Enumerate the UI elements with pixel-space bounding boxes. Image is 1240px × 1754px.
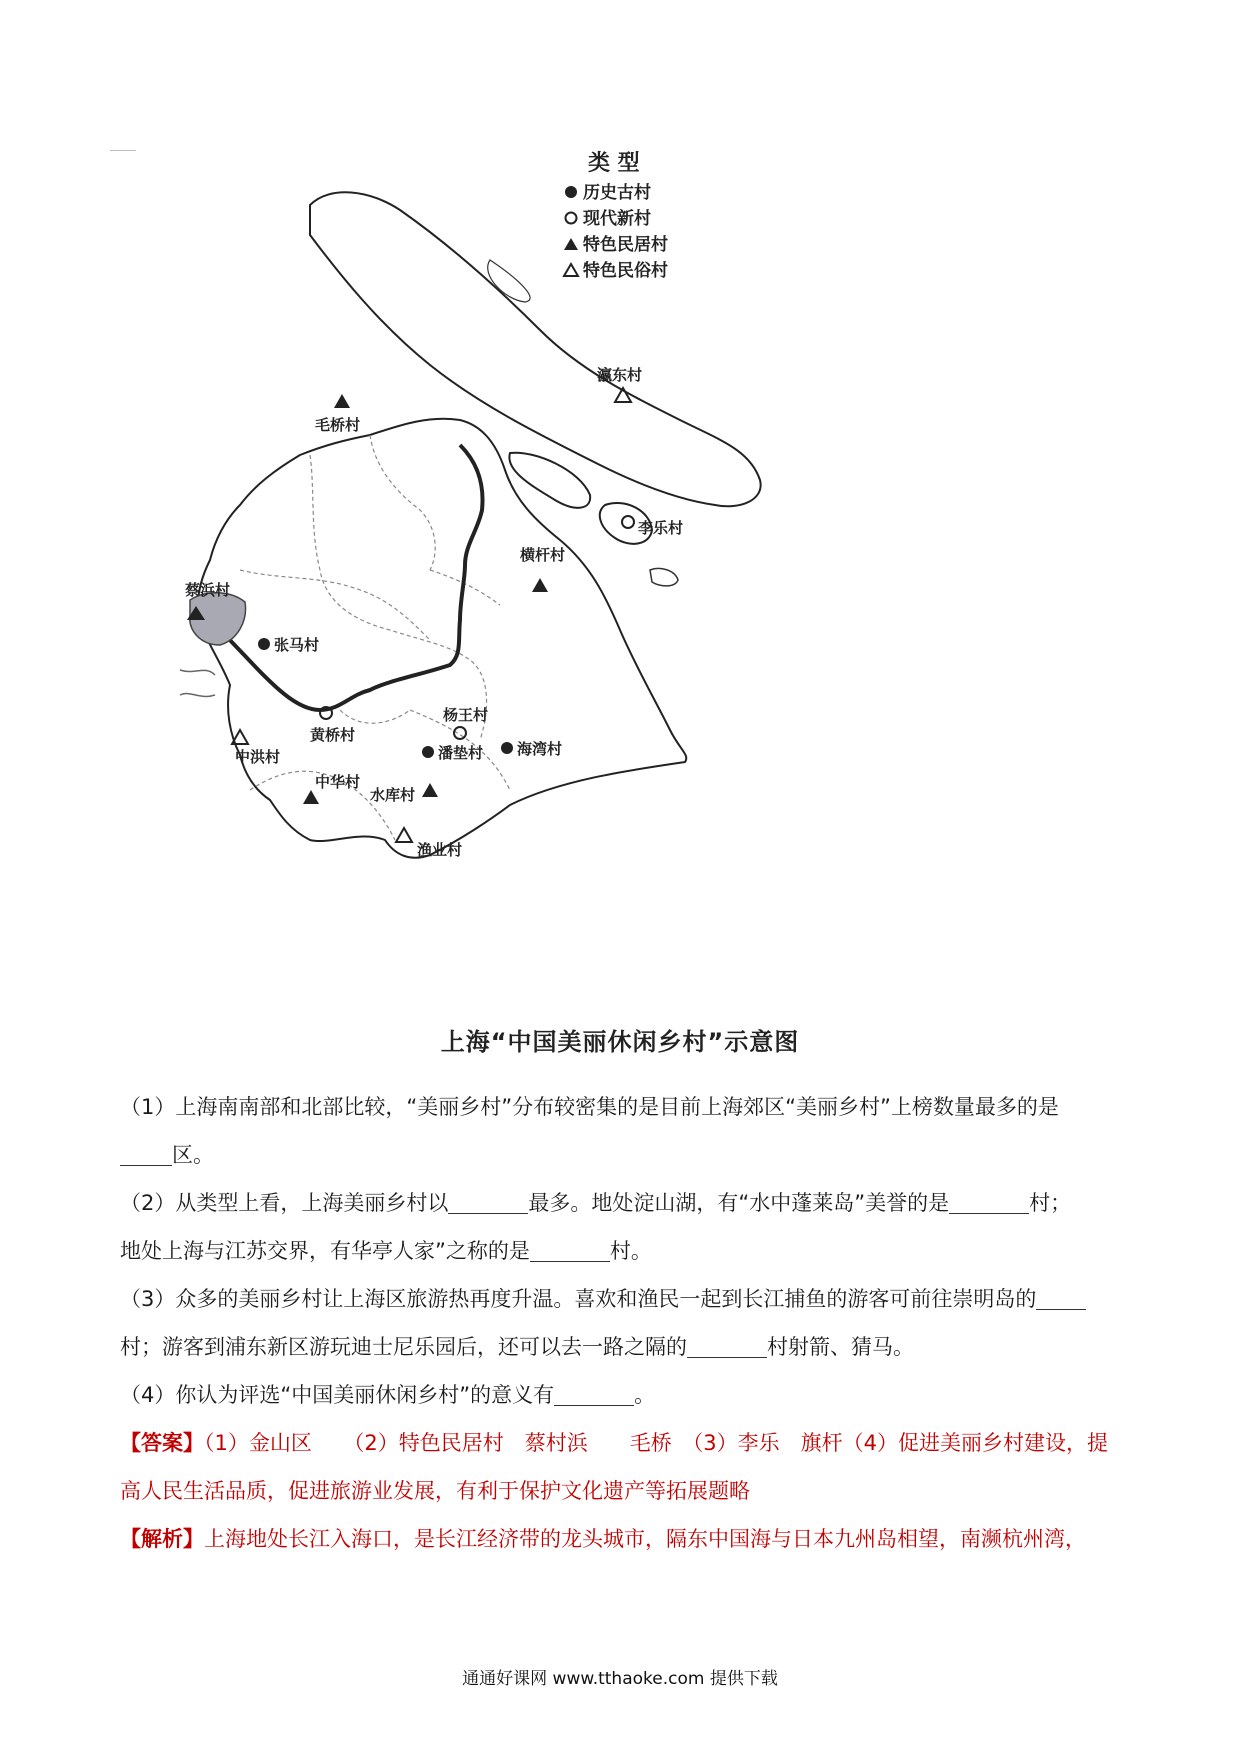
q3-text-b: 村；游客到浦东新区游玩迪士尼乐园后，还可以去一路之隔的 [120, 1335, 687, 1359]
page-footer: 通通好课网 www.tthaoke.com 提供下载 [462, 1669, 778, 1689]
zhonghua-marker [303, 790, 319, 804]
q3-text-c: 村射箭、猜马。 [767, 1335, 914, 1359]
legend-modern-label: 现代新村 [583, 209, 651, 229]
q1-text: （1）上海南南部和北部比较，“美丽乡村”分布较密集的是目前上海郊区“美丽乡村”上榜数量最多的是 [120, 1095, 1059, 1119]
legend-modern-symbol [566, 213, 577, 224]
zhangma-marker [258, 638, 270, 650]
q1-suffix: 区。 [172, 1143, 214, 1167]
q2-text-c: 村； [1029, 1191, 1072, 1215]
answer-line-2: 高人民生活品质，促进旅游业发展，有利于保护文化遗产等拓展题略 [120, 1479, 750, 1503]
legend-historic-symbol [565, 186, 577, 198]
q4-blank [554, 1385, 634, 1406]
pandie-label: 潘垫村 [438, 744, 484, 762]
q4-text-b: 。 [634, 1383, 656, 1407]
q3-blank-2 [687, 1337, 767, 1358]
maoqiao-label: 毛桥村 [315, 416, 361, 434]
huangqiao-label: 黄桥村 [310, 726, 356, 744]
chongming-island-outline [310, 192, 761, 506]
yuye-marker [396, 828, 412, 842]
answer-tag: 【答案】 [120, 1431, 204, 1455]
q3-text-a: （3）众多的美丽乡村让上海区旅游热再度升温。喜欢和渔民一起到长江捕鱼的游客可前往崇明岛的 [120, 1287, 1037, 1311]
answer-block [120, 1419, 1130, 1515]
q2-text-d: 地处上海与江苏交界，有华亭人家”之称的是 [120, 1239, 530, 1263]
yangwang-marker [454, 727, 466, 739]
question-3 [120, 1275, 1130, 1371]
shanghai-map [160, 150, 800, 980]
yingdong-label: 瀛东村 [597, 366, 643, 384]
haiwan-label: 海湾村 [517, 740, 563, 758]
question-4 [120, 1371, 1130, 1419]
header-rule [110, 150, 136, 151]
zhonghong-label: 中洪村 [235, 748, 281, 766]
map-svg [160, 150, 800, 980]
legend-folk-symbol [564, 264, 578, 276]
q2-text-a: （2）从类型上看，上海美丽乡村以 [120, 1191, 449, 1215]
changxing-island-outline [509, 453, 590, 508]
q2-blank-2 [949, 1193, 1029, 1214]
q1-blank [120, 1145, 172, 1166]
answer-line-1: （1）金山区 （2）特色民居村 蔡村浜 毛桥 （3）李乐 旗杆（4）促进美丽乡村建设，提 [204, 1431, 1108, 1455]
analysis-text: 上海地处长江入海口，是长江经济带的龙头城市，隔东中国海与日本九州岛相望，南濒杭州湾， [204, 1527, 1086, 1551]
q2-text-e: 村。 [609, 1239, 652, 1263]
lile-marker [622, 516, 634, 528]
lile-label: 李乐村 [638, 519, 684, 537]
q2-blank-3 [530, 1241, 610, 1262]
question-2 [120, 1179, 1130, 1275]
legend-historic-label: 历史古村 [583, 183, 651, 203]
yangwang-label: 杨王村 [443, 706, 489, 724]
maoqiao-marker [334, 394, 350, 408]
legend-title: 类 型 [588, 151, 640, 176]
caibang-label: 蔡浜村 [185, 581, 231, 599]
qigan-label: 横杆村 [520, 546, 566, 564]
q2-blank-1 [448, 1193, 528, 1214]
q2-text-b: 最多。地处淀山湖，有“水中蓬莱岛”美誉的是 [528, 1191, 950, 1215]
q3-blank-1 [1036, 1289, 1086, 1310]
analysis-block [120, 1515, 1130, 1563]
question-block [120, 1083, 1130, 1563]
shuiku-marker [422, 783, 438, 797]
legend-folk-label: 特色民俗村 [583, 261, 668, 281]
map-caption: 上海“中国美丽休闲乡村”示意图 [440, 1028, 800, 1056]
yuye-label: 渔业村 [417, 841, 463, 859]
zhangma-label: 张马村 [274, 636, 320, 654]
question-1 [120, 1083, 1130, 1179]
legend-dwelling-label: 特色民居村 [583, 235, 668, 255]
haiwan-marker [501, 742, 513, 754]
qigan-marker [532, 578, 548, 592]
shuiku-label: 水库村 [370, 786, 416, 804]
legend-dwelling-symbol [564, 238, 578, 250]
pandie-marker [422, 746, 434, 758]
zhonghua-label: 中华村 [315, 773, 361, 791]
analysis-tag: 【解析】 [120, 1527, 204, 1551]
mainland-outline [198, 419, 686, 858]
q4-text-a: （4）你认为评选“中国美丽休闲乡村”的意义有 [120, 1383, 555, 1407]
